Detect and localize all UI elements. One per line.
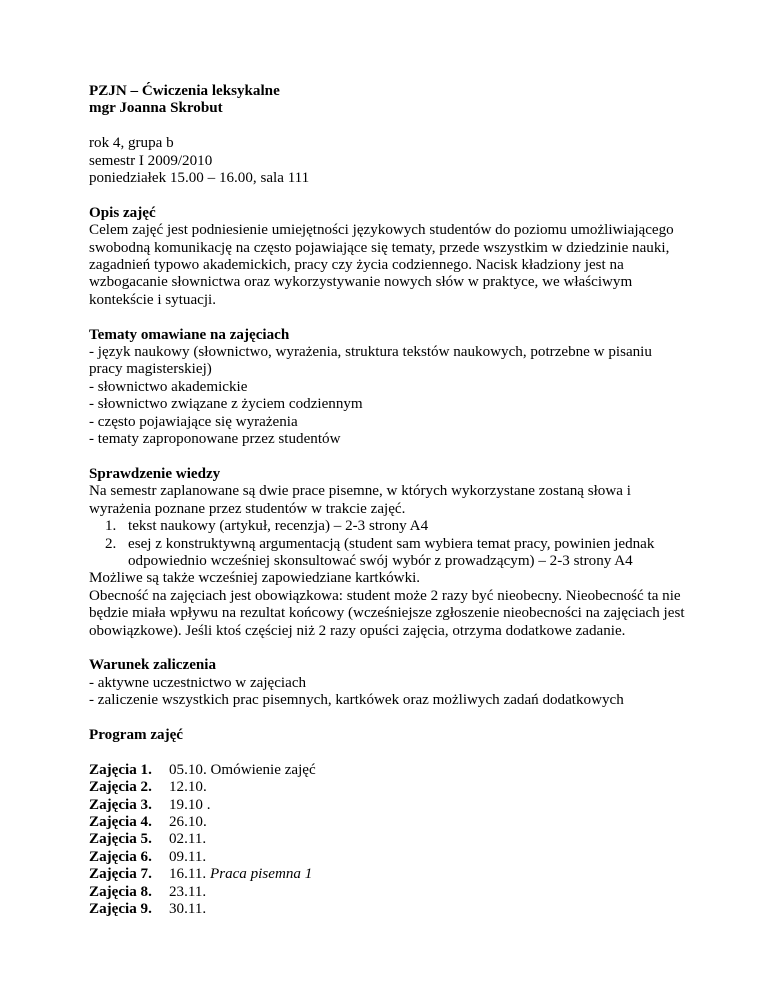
session-label: Zajęcia 4.: [89, 813, 152, 830]
session-date: 23.11.: [169, 883, 207, 900]
session-detail: [169, 779, 316, 796]
task-number: 2.: [105, 535, 117, 552]
sprawdzenie-intro: Na semestr zaplanowane są dwie prace pisemne, w których wykorzystane zostaną słowa i wyrażenia poznane przez studentów w trakcie zajęć.: [89, 483, 631, 517]
session-detail: [169, 884, 316, 901]
table-row: [89, 884, 316, 901]
table-row: [89, 762, 316, 779]
section-program: [89, 727, 689, 918]
session-date: 16.11.: [169, 866, 207, 883]
info-semester: semestr I 2009/2010: [89, 152, 213, 169]
document-content: [89, 83, 689, 918]
list-item: - język naukowy (słownictwo, wyrażenia, struktura tekstów naukowych, potrzebne w pisaniu pracy magisterskiej): [89, 344, 652, 378]
session-detail: [169, 901, 316, 918]
session-detail: [169, 866, 316, 883]
course-title: [89, 83, 689, 118]
attendance-note: Obecność na zajęciach jest obowiązkowa: student może 2 razy być nieobecny. Nieobecność ta nie będzie miała wpływu na rezultat końcowy (wcześniejsze zgłoszenie nieobecności na zajęciach jest obowiązkowe). Jeśli ktoś częściej niż 2 razy opuści zajęcia, otrzyma dodatkowe zadanie.: [89, 587, 685, 639]
table-row: [89, 831, 316, 848]
section-warunek: [89, 657, 689, 709]
session-label: Zajęcia 7.: [89, 866, 152, 883]
table-row: [89, 814, 316, 831]
session-detail: [169, 849, 316, 866]
section-heading-warunek: Warunek zaliczenia: [89, 657, 217, 674]
session-topic: Omówienie zajęć: [206, 761, 316, 778]
schedule-table: [89, 762, 316, 919]
session-date: 12.10.: [169, 779, 207, 796]
section-heading-program: Program zajęć: [89, 726, 184, 743]
list-item: - tematy zaproponowane przez studentów: [89, 431, 341, 448]
list-item: - często pojawiające się wyrażenia: [89, 413, 298, 430]
task-number: 1.: [105, 518, 117, 535]
list-item: - aktywne uczestnictwo w zajęciach: [89, 674, 307, 691]
session-label: Zajęcia 5.: [89, 831, 152, 848]
session-date: 09.11.: [169, 848, 207, 865]
list-item: - słownictwo akademickie: [89, 378, 248, 395]
list-item: - zaliczenie wszystkich prac pisemnych, kartkówek oraz możliwych zadań dodatkowych: [89, 692, 624, 709]
list-item: - słownictwo związane z życiem codziennym: [89, 396, 363, 413]
table-row: [89, 849, 316, 866]
session-label: Zajęcia 2.: [89, 779, 152, 796]
title-course-name: PZJN – Ćwiczenia leksykalne: [89, 83, 280, 99]
session-date: 30.11.: [169, 900, 207, 917]
session-label: Zajęcia 9.: [89, 900, 152, 917]
session-label: Zajęcia 8.: [89, 883, 152, 900]
section-tematy: [89, 327, 689, 449]
table-row: [89, 797, 316, 814]
session-date: 05.10.: [169, 761, 207, 778]
written-tasks-list: [89, 518, 689, 570]
section-sprawdzenie: [89, 466, 689, 640]
section-heading-opis: Opis zajęć: [89, 204, 156, 221]
session-label: Zajęcia 3.: [89, 796, 152, 813]
section-heading-tematy: Tematy omawiane na zajęciach: [89, 326, 290, 343]
section-opis: [89, 205, 689, 309]
session-date: 19.10 .: [169, 796, 211, 813]
session-detail: [169, 831, 316, 848]
info-schedule: poniedziałek 15.00 – 16.00, sala 111: [89, 170, 310, 187]
table-row: [89, 901, 316, 918]
section-heading-sprawdzenie: Sprawdzenie wiedzy: [89, 465, 221, 482]
task-text: esej z konstruktywną argumentacją (student sam wybiera temat pracy, powinien jednak odpowiednio wcześniej skonsultować swój wybór z prowadzącym) – 2-3 strony A4: [128, 535, 655, 569]
session-label: Zajęcia 1.: [89, 761, 152, 778]
title-teacher: mgr Joanna Skrobut: [89, 100, 223, 117]
list-item: [89, 536, 689, 571]
session-detail: [169, 762, 316, 779]
table-row: [89, 866, 316, 883]
opis-text: Celem zajęć jest podniesienie umiejętności językowych studentów do poziomu umożliwiającego swobodną komunikację na często pojawiające się tematy, przede wszystkim w dziedzinie nauki, zagadnień typowo akademickich, pracy czy życia codziennego. Nacisk kładziony jest na wzbogacanie słownictwa oraz wykorzystywanie nowych słów w praktyce, we właściwym kontekście i sytuacji.: [89, 222, 674, 308]
session-date: 26.10.: [169, 813, 207, 830]
info-year-group: rok 4, grupa b: [89, 135, 174, 152]
session-detail: [169, 814, 316, 831]
course-info: [89, 135, 689, 187]
list-item: [89, 518, 689, 535]
session-date: 02.11.: [169, 831, 207, 848]
quiz-note: Możliwe są także wcześniej zapowiedziane kartkówki.: [89, 570, 421, 587]
table-row: [89, 779, 316, 796]
session-note: Praca pisemna 1: [209, 866, 313, 883]
session-label: Zajęcia 6.: [89, 848, 152, 865]
session-detail: [169, 797, 316, 814]
task-text: tekst naukowy (artykuł, recenzja) – 2-3 strony A4: [128, 518, 429, 535]
